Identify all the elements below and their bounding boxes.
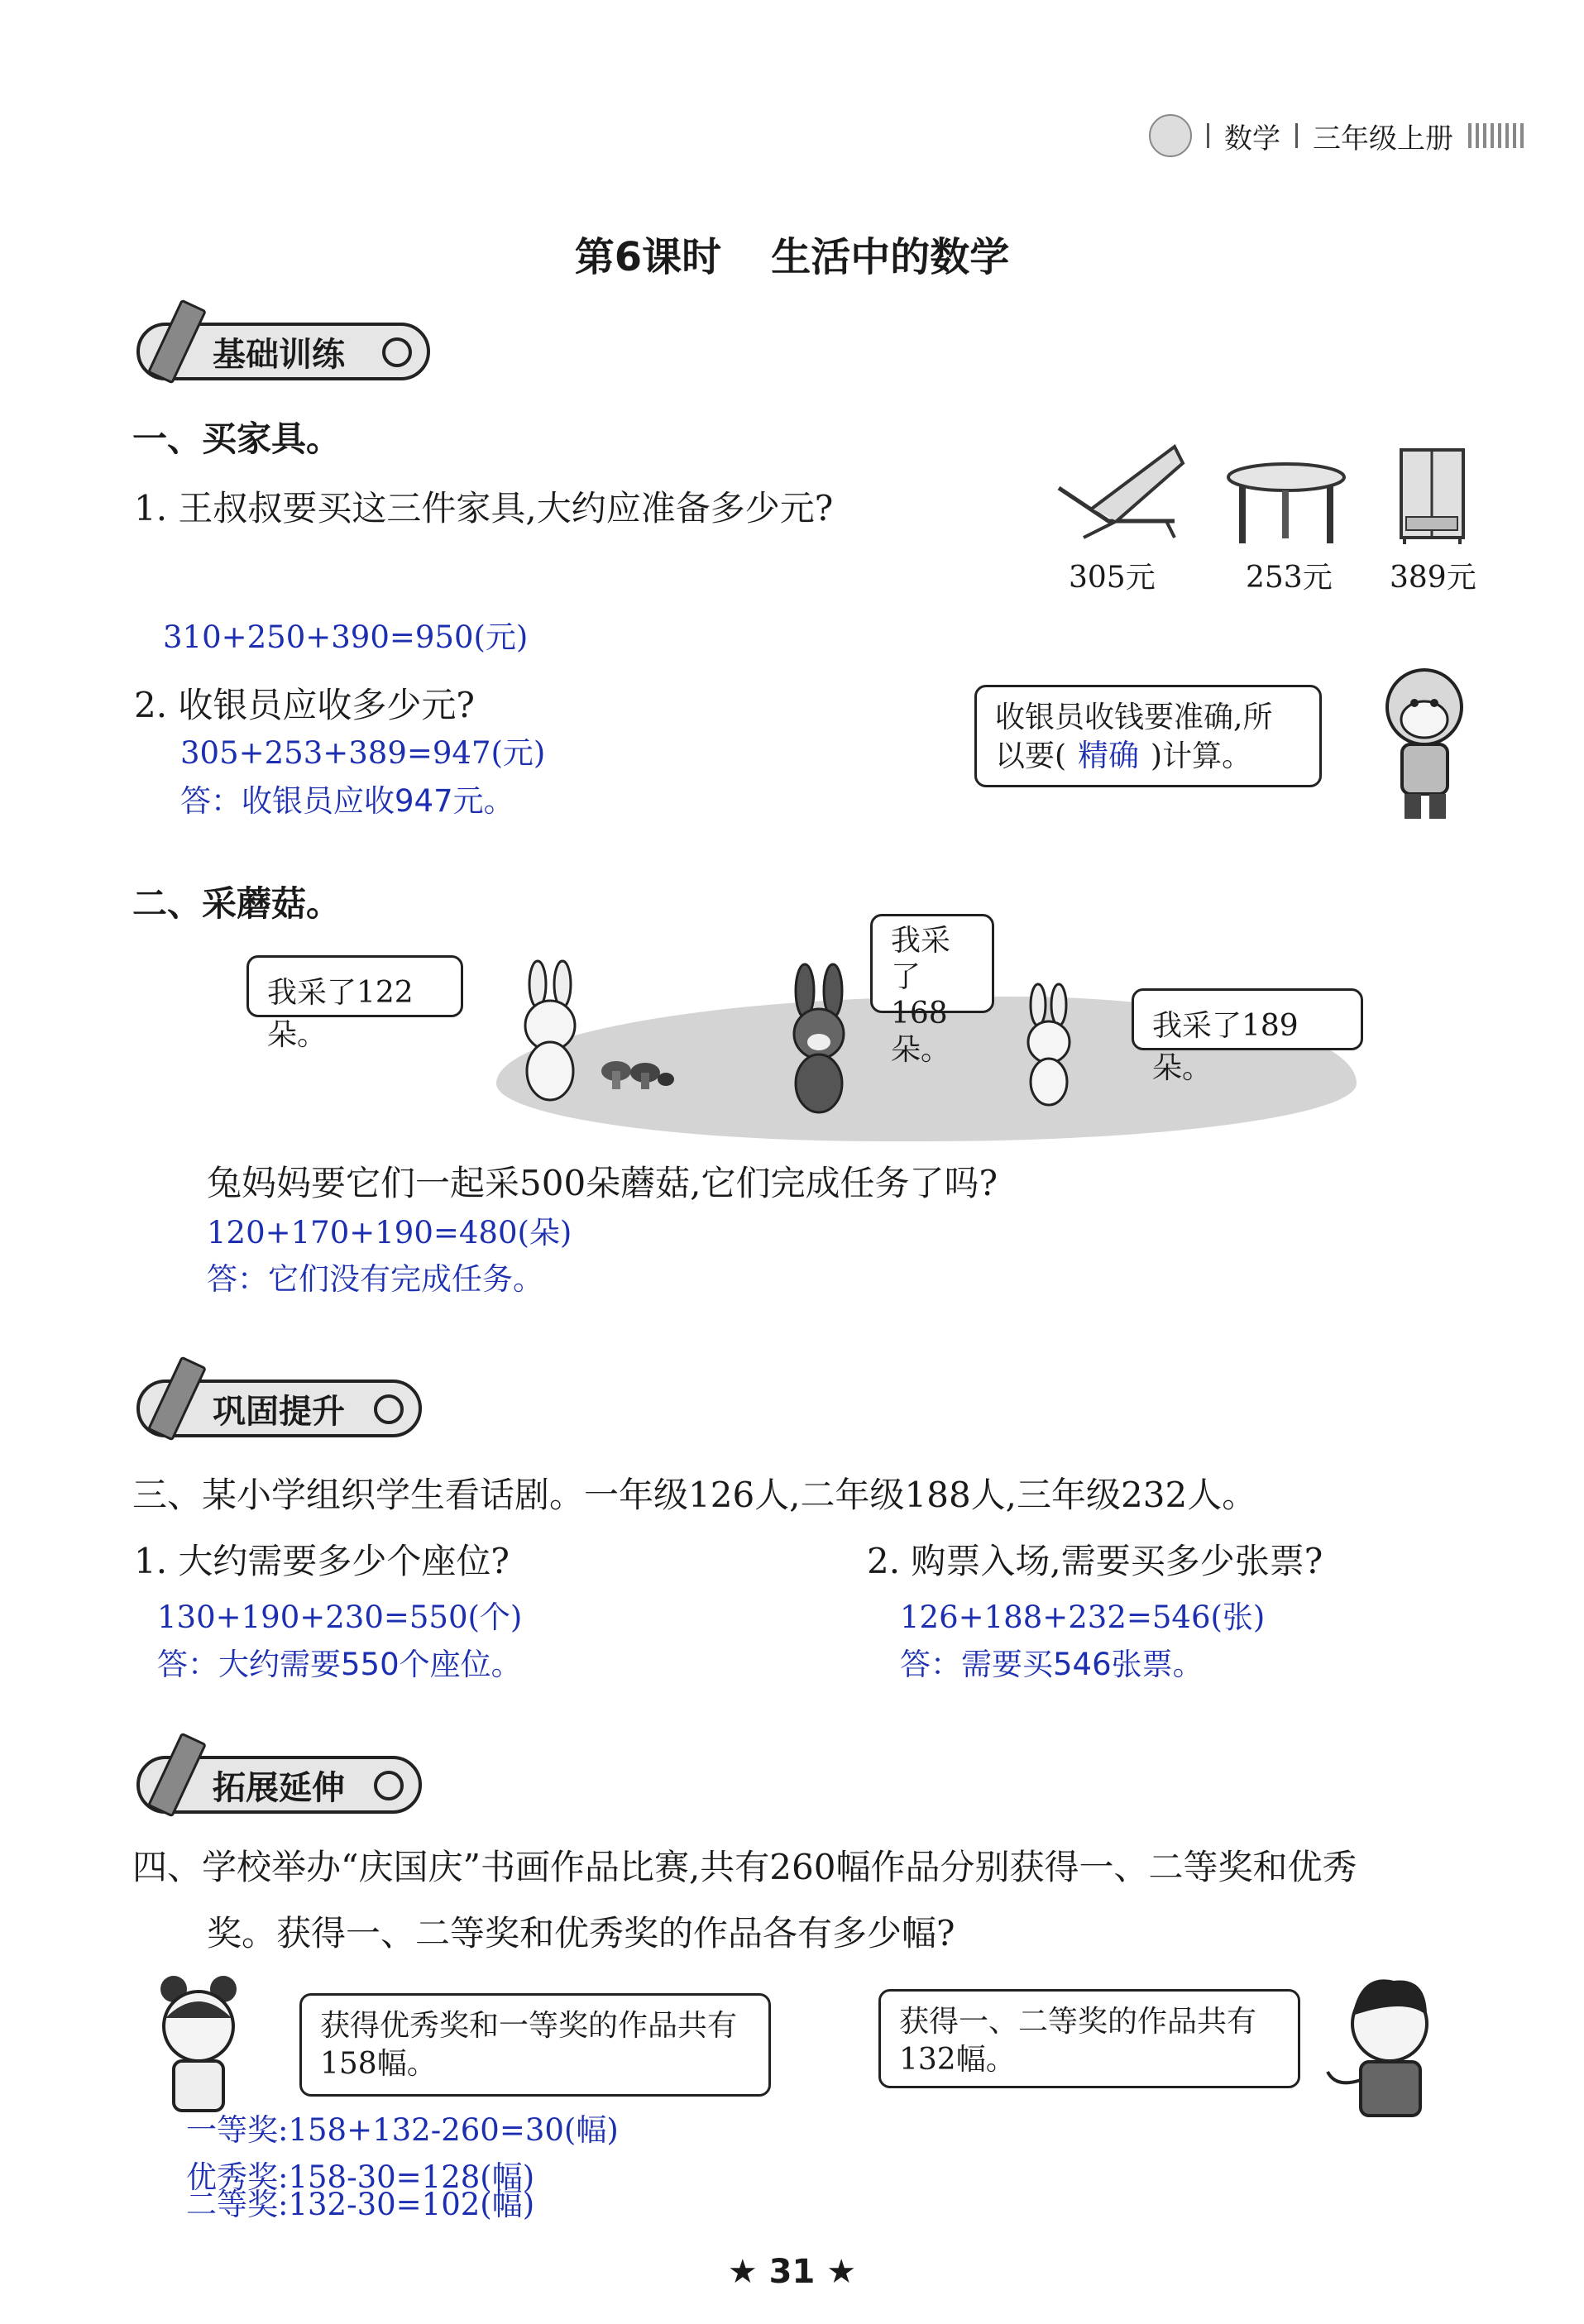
section-tag-basic (136, 323, 430, 380)
boy-character-image (1323, 1964, 1448, 2121)
part3-question-1: 1. 大约需要多少个座位? (134, 1541, 510, 1581)
bubble-text-pre: 收银员收钱要准确,所以要( (995, 701, 1273, 773)
pencil-icon (147, 1356, 207, 1441)
price-wardrobe: 389元 (1390, 561, 1476, 595)
page-header (1149, 114, 1526, 157)
part4-heading-line2: 奖。获得一、二等奖和优秀奖的作品各有多少幅? (207, 1913, 955, 1953)
price-table: 253元 (1246, 561, 1333, 595)
round-table-image (1224, 459, 1348, 546)
section-tag-extend (136, 1756, 422, 1814)
page-title (0, 225, 1584, 282)
header-subject: 数学 (1224, 122, 1280, 155)
part4-calc-first-prize: 一等奖:158+132-260=30(幅) (186, 2112, 619, 2148)
part3-answer-1-text: 答：大约需要550个座位。 (157, 1647, 522, 1682)
divider (1207, 123, 1209, 148)
girl-character-image (145, 1968, 252, 2117)
small-rabbit-image (1009, 984, 1088, 1108)
boy-speech-bubble: 获得一、二等奖的作品共有132幅。 (878, 1989, 1300, 2088)
part1-answer-1: 310+250+390=950(元) (163, 619, 529, 655)
lesson-topic: 生活中的数学 (771, 234, 1010, 280)
part2-question: 兔妈妈要它们一起采500朵蘑菇,它们完成任务了吗? (207, 1163, 998, 1203)
page-number: ★ 31 ★ (727, 2253, 857, 2291)
part4-calc-second-prize-clipped (186, 2187, 535, 2222)
ring-icon (374, 1771, 404, 1800)
part1-heading: 一、买家具。 (132, 418, 342, 459)
rabbit2-speech-bubble: 我采了168朵。 (870, 914, 994, 1013)
page-number-value: 31 (768, 2253, 816, 2291)
part1-answer-2-text: 答：收银员应收947元。 (180, 783, 514, 819)
part4-heading-line1: 四、学校举办“庆国庆”书画作品比赛,共有260幅作品分别获得一、二等奖和优秀 (132, 1847, 1357, 1887)
section-label: 基础训练 (213, 335, 345, 374)
divider (1295, 123, 1298, 148)
part1-question-1: 1. 王叔叔要买这三件家具,大约应准备多少元? (134, 488, 834, 528)
ring-icon (374, 1394, 404, 1424)
part2-answer-calc: 120+170+190=480(朵) (207, 1215, 572, 1250)
part3-question-2: 2. 购票入场,需要买多少张票? (867, 1541, 1323, 1581)
bubble-fill-answer: 精确 (1078, 738, 1140, 773)
part3-answer-1-calc: 130+190+230=550(个) (157, 1600, 523, 1635)
dark-rabbit-image (773, 968, 864, 1117)
part2-answer-text: 答：它们没有完成任务。 (207, 1261, 543, 1297)
pencil-icon (147, 1732, 207, 1817)
part4-calc-excellence: 优秀奖:158-30=128(幅) (186, 2159, 535, 2195)
bubble-text-post: )计算。 (1151, 739, 1252, 773)
monkey-character-image (1365, 662, 1481, 827)
rabbit1-speech-bubble: 我采了122朵。 (246, 955, 463, 1017)
pencil-icon (147, 299, 207, 384)
part4-calc-second-prize: 二等奖:132-30=102(幅) (186, 2187, 535, 2222)
lesson-number: 第6课时 (574, 234, 722, 280)
section-label: 巩固提升 (213, 1392, 345, 1431)
sun-icon (1149, 114, 1192, 157)
part1-answer-2-calc: 305+253+389=947(元) (180, 735, 546, 771)
white-rabbit-image (505, 964, 596, 1104)
rabbit3-speech-bubble: 我采了189朵。 (1132, 988, 1363, 1050)
wardrobe-image (1398, 447, 1468, 546)
cashier-speech-bubble (974, 685, 1322, 787)
mushrooms-image (600, 1054, 674, 1096)
part3-answer-2-text: 答：需要买546张票。 (900, 1647, 1204, 1682)
part2-heading: 二、采蘑菇。 (132, 883, 342, 924)
price-chair: 305元 (1069, 561, 1156, 595)
header-bars-decoration (1468, 123, 1526, 148)
part3-answer-2-calc: 126+188+232=546(张) (900, 1600, 1266, 1635)
ring-icon (382, 337, 412, 367)
part3-heading: 三、某小学组织学生看话剧。一年级126人,二年级188人,三年级232人。 (132, 1475, 1257, 1515)
part1-question-2: 2. 收银员应收多少元? (134, 685, 475, 725)
girl-speech-bubble: 获得优秀奖和一等奖的作品共有158幅。 (299, 1993, 771, 2097)
section-tag-consolidate (136, 1380, 422, 1437)
section-label: 拓展延伸 (213, 1768, 345, 1807)
header-grade: 三年级上册 (1313, 122, 1453, 155)
lounge-chair-image (1050, 430, 1183, 542)
